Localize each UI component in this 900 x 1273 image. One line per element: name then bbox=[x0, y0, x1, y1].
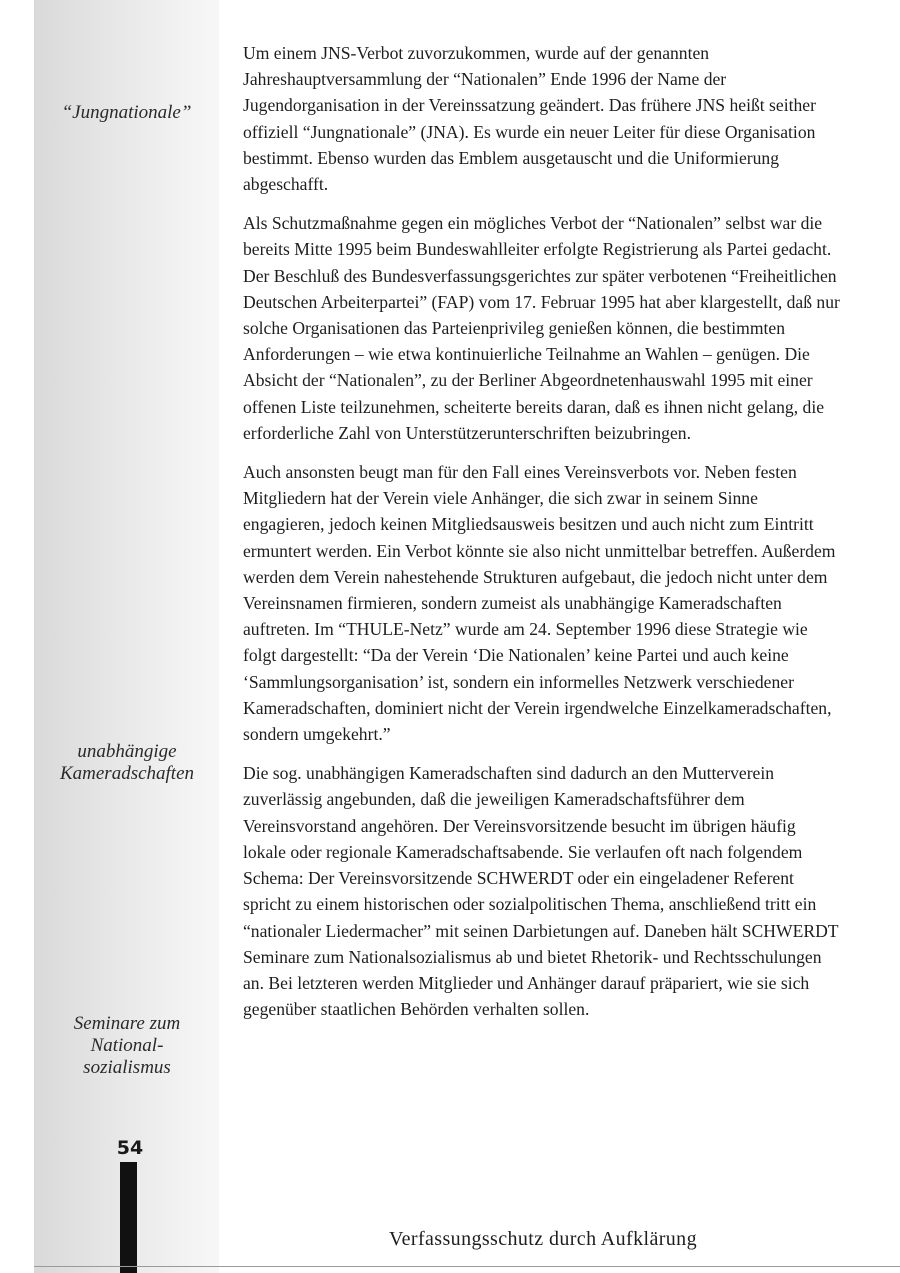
margin-note-kameradschaften: unabhängige Kameradschaften bbox=[59, 741, 195, 784]
paragraph-vereinsverbot: Auch ansonsten beugt man für den Fall eines Vereinsverbots vor. Neben festen Mitgliedern hat der Verein viele Anhänger, die sich zwar in seinem Sinne engagieren, jedoch keinen Mitgliedsausweis besitzen und auch nicht zum Eintritt ermuntert werden. Ein Verbot könnte sie also nicht unmittelbar betreffen. Außerdem werden dem Verein nahestehende Strukturen aufgebaut, die jedoch nicht unter dem Vereinsnamen firmieren, sondern zumeist als unabhängige Kameradschaften auftreten. Im “THULE-Netz” wurde am 24. September 1996 diese Strategie wie folgt dargestellt: “Da der Verein ‘Die Nationalen’ keine Partei und auch keine ‘Sammlungsorganisation’ ist, sondern ein informelles Netzwerk verschiedener Kameradschaften, dominiert nicht der Verein irgendwelche Einzelkameradschaften, sondern umgekehrt.” bbox=[243, 462, 836, 745]
page-number: 54 bbox=[116, 1137, 144, 1159]
paragraph-jns-verbot: Um einem JNS-Verbot zuvorzukommen, wurde auf der genannten Jahreshauptversammlung der “Nationalen” Ende 1996 der Name der Jugendorganisation in der Vereinssatzung geändert. Das frühere JNS heißt seither offiziell “Jungnationale” (JNA). Es wurde ein neuer Leiter für diese Organisation bestimmt. Ebenso wurden das Emblem ausgetauscht und die Uniformierung abgeschafft. bbox=[243, 43, 816, 195]
margin-note-jungnationale: “Jungnationale” bbox=[61, 102, 192, 123]
main-text bbox=[243, 40, 843, 1035]
bottom-rule bbox=[34, 1266, 900, 1267]
page-marker-bar bbox=[120, 1162, 137, 1273]
margin-note-seminare: Seminare zum National- sozialismus bbox=[73, 1013, 181, 1078]
paragraph-kameradschaften: Die sog. unabhängigen Kameradschaften sind dadurch an den Mutterverein zuverlässig angebunden, daß die jeweiligen Kameradschaftsführer dem Vereinsvorstand angehören. Der Vereinsvorsitzende besucht im übrigen häufig lokale oder regionale Kameradschaftsabende. Sie verlaufen oft nach folgendem Schema: Der Vereinsvorsitzende SCHWERDT oder ein eingeladener Referent spricht zu einem historischen oder sozialpolitischen Thema, anschließend tritt ein “nationaler Liedermacher” mit seinen Darbietungen auf. Daneben hält SCHWERDT Seminare zum Nationalsozialismus ab und bietet Rhetorik- und Rechtsschulungen an. Bei letzteren werden Mitglieder und Anhänger darauf präpariert, wie sie sich gegenüber staatlichen Behörden verhalten sollen. bbox=[243, 763, 839, 1020]
footer-title: Verfassungsschutz durch Aufklärung bbox=[389, 1228, 697, 1250]
paragraph-parteienprivileg: Als Schutzmaßnahme gegen ein mögliches Verbot der “Nationalen” selbst war die bereits Mitte 1995 beim Bundeswahlleiter erfolgte Registrierung als Partei gedacht. Der Beschluß des Bundesverfassungsgerichtes zur später verbotenen “Freiheitlichen Deutschen Arbeiterpartei” (FAP) vom 17. Februar 1995 hat aber klargestellt, daß nur solche Organisationen das Parteienprivileg genießen können, die bestimmten Anforderungen – wie etwa kontinuierliche Teilnahme an Wahlen – genügen. Die Absicht der “Nationalen”, zu der Berliner Abgeordnetenhauswahl 1995 mit einer offenen Liste teilzunehmen, scheiterte bereits daran, daß es ihnen nicht gelang, die erforderliche Zahl von Unterstützerunterschriften beizubringen. bbox=[243, 213, 840, 443]
margin-column bbox=[34, 0, 219, 1273]
